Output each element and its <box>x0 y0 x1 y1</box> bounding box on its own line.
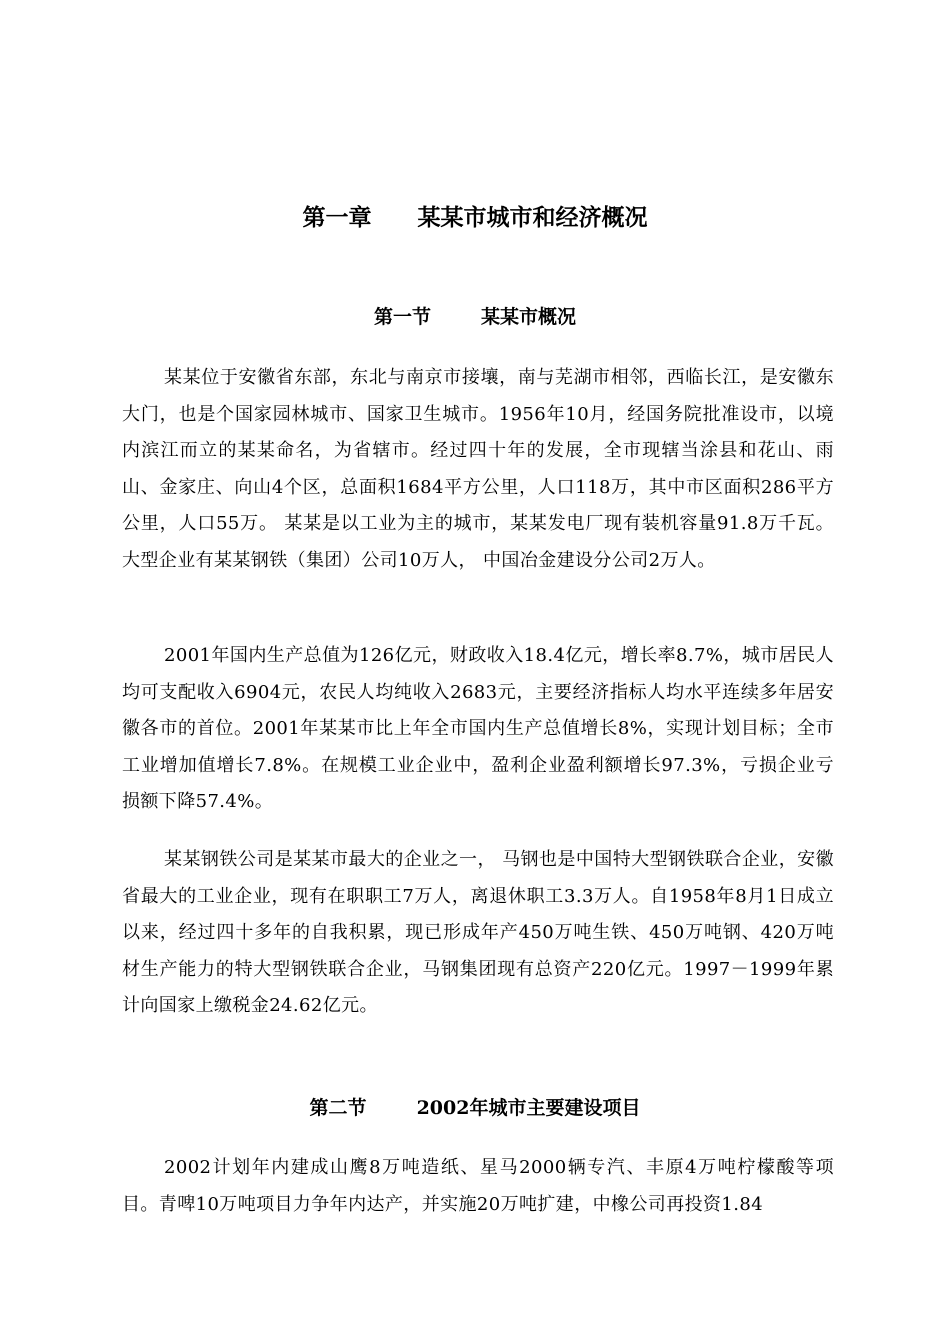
section-number: 第二节 <box>309 1097 367 1119</box>
body-paragraph: 2002计划年内建成山鹰8万吨造纸、星马2000辆专汽、丰原4万吨柠檬酸等项目。青啤10万吨项目力争年内达产，并实施20万吨扩建，中橡公司再投资1.84 <box>122 1157 834 1215</box>
chapter-heading <box>0 200 950 236</box>
chapter-number: 第一章 <box>302 204 372 231</box>
section-title: 2002年城市主要建设项目 <box>416 1097 641 1119</box>
body-paragraph: 某某钢铁公司是某某市最大的企业之一， 马钢也是中国特大型钢铁联合企业，安徽省最大的工业企业，现有在职职工7万人，离退休职工3.3万人。自1958年8月1日成立以来，经过四十多年的自我积累，现已形成年产450万吨生铁、450万吨钢、420万吨材生产能力的特大型钢铁联合企业，马钢集团现有总资产220亿元。1997－1999年累计向国家上缴税金24.62亿元。 <box>122 849 834 1016</box>
body-paragraph: 某某位于安徽省东部，东北与南京市接壤，南与芜湖市相邻，西临长江，是安徽东大门，也是个国家园林城市、国家卫生城市。1956年10月，经国务院批准设市，以境内滨江而立的某某命名，为省辖市。经过四十年的发展，全市现辖当涂县和花山、雨山、金家庄、向山4个区，总面积1684平方公里，人口118万，其中市区面积286平方公里，人口55万。 某某是以工业为主的城市，某某发电厂现有装机容量91.8万千瓦。 大型企业有某某钢铁（集团）公司10万人， 中国冶金建设分公司2万人。 <box>122 367 834 571</box>
section-heading-2 <box>0 1093 950 1123</box>
section-number: 第一节 <box>373 306 431 328</box>
chapter-title: 某某市城市和经济概况 <box>417 204 648 231</box>
body-paragraph: 2001年国内生产总值为126亿元，财政收入18.4亿元，增长率8.7%，城市居民人均可支配收入6904元，农民人均纯收入2683元，主要经济指标人均水平连续多年居安徽各市的首位。2001年某某市比上年全市国内生产总值增长8%，实现计划目标；全市工业增加值增长7.8%。在规模工业企业中，盈利企业盈利额增长97.3%，亏损企业亏损额下降57.4%。 <box>122 645 834 812</box>
section-title: 某某市概况 <box>481 306 577 328</box>
section-heading-1 <box>0 302 950 332</box>
